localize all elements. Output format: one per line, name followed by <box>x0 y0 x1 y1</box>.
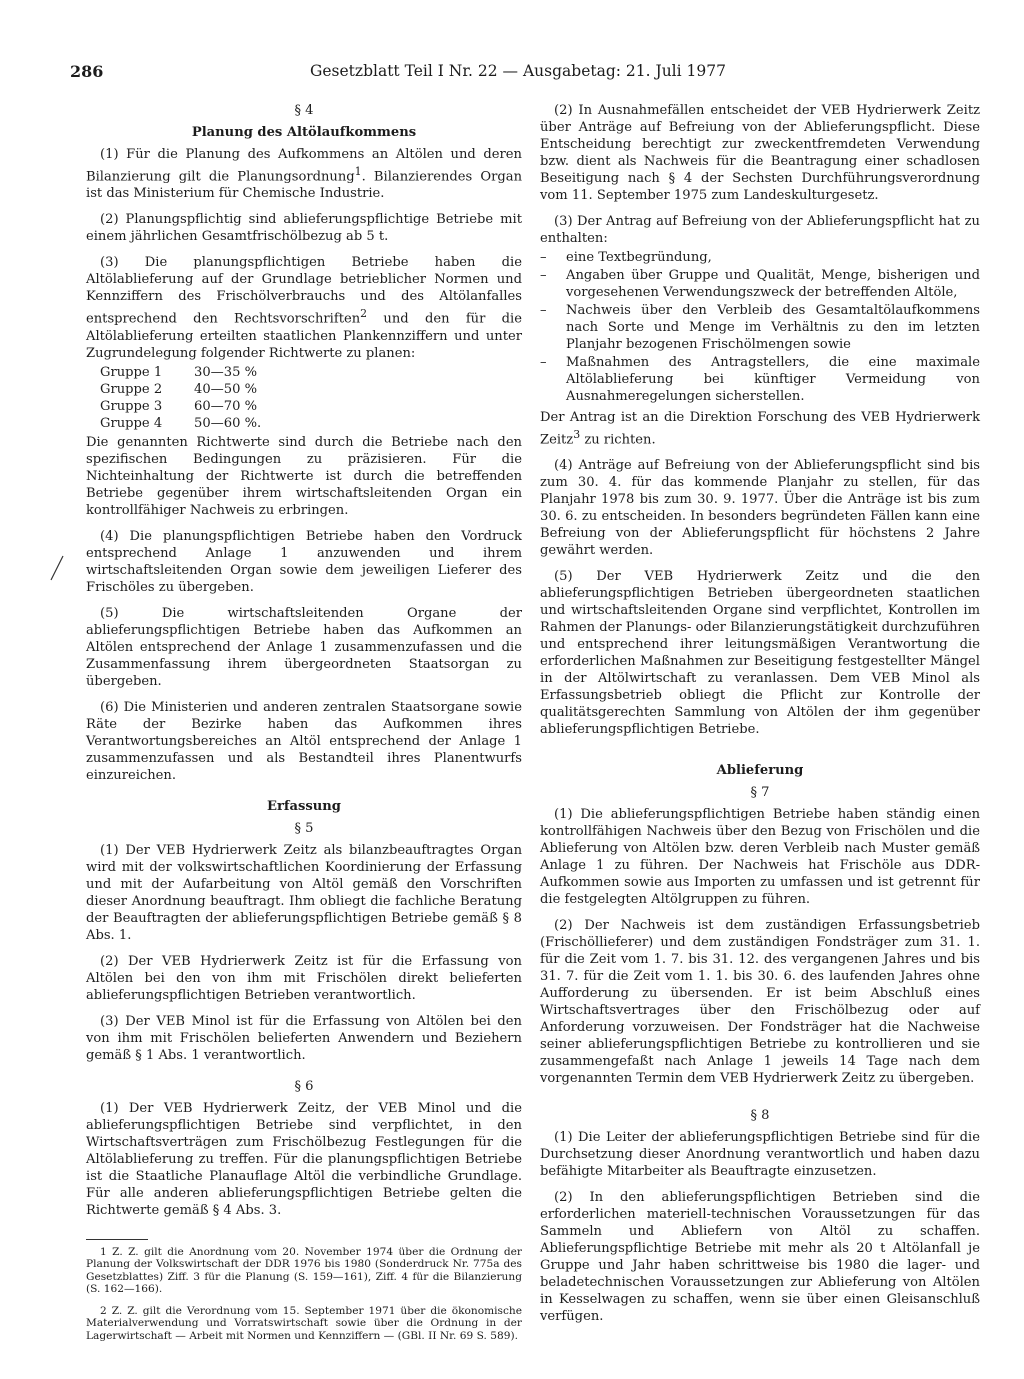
s6-paragraph-3-cont: Der Antrag ist an die Direktion Forschung des VEB Hydrierwerk Zeitz$^3$ zu richten. <box>540 410 980 448</box>
s6-paragraph-1: (1) Der VEB Hydrierwerk Zeitz, der VEB Minol und die ablieferungspflichtigen Betriebe sind verpflichtet, in den Wirtschaftsverträgen zum Frischölbezug Festlegungen für die Altölablieferung zu treffen. Für die planungspflichtigen Betriebe ist die Staatliche Planauflage Altöl die verbindliche Grundlage. Für alle anderen ablieferungspflichtigen Betriebe gelten die Richtwerte gemäß § 4 Abs. 3. <box>86 1100 522 1218</box>
s8-paragraph-2: (2) In den ablieferungspflichtigen Betrieben sind die erforderlichen materiell-technischen Voraussetzungen für das Sammeln und Abliefern von Altöl zu schaffen. Ablieferungspflichtige Betriebe mit mehr als 20 t Altölanfall je Gruppe und Jahr haben schrittweise bis 1980 die lager- und beladetechnischen Voraussetzungen zur Ablieferung von Altölen in Kesselwagen zu schaffen, wenn sie über einen Gleisanschluß verfügen. <box>540 1190 980 1325</box>
section-4-number: § 4 <box>294 103 314 118</box>
section-8-number: § 8 <box>750 1108 770 1124</box>
s4-paragraph-1: (1) Für die Planung des Aufkommens an Altölen und deren Bilanzierung gilt die Planungsordnung$^1$. Bilanzierendes Organ ist das Ministerium für Chemische Industrie. <box>86 147 522 202</box>
right-column <box>540 102 980 1334</box>
s4-paragraph-2: (2) Planungspflichtig sind ablieferungspflichtige Betriebe mit einem jährlichen Gesamtfrischölbezug ab 5 t. <box>86 212 522 245</box>
footnote-ref-3: 3 <box>573 428 581 441</box>
footnote-1: 1 Z. Z. gilt die Anordnung vom 20. November 1974 über die Ordnung der Planung der Volkswirtschaft der DDR 1976 bis 1980 (Sonderdruck Nr. 775a des Gesetzblattes) Ziff. 3 für die Planung (S. 159—161), Ziff. 4 für die Bilanzierung (S. 162—166). <box>86 1245 522 1296</box>
running-title: Gesetzblatt Teil I Nr. 22 — Ausgabetag: 21. Juli 1977 <box>310 62 726 80</box>
ablieferung-heading: Ablieferung <box>716 763 804 779</box>
group-row: Gruppe 2 40—50 % <box>100 381 258 397</box>
list-item: – eine Textbegründung, <box>540 249 980 266</box>
s4-paragraph-4: (4) Die planungspflichtigen Betriebe haben den Vordruck entsprechend Anlage 1 anzuwenden und ihrem wirtschaftsleitenden Organ sowie dem jeweiligen Lieferer des Frischöles zu übergeben. <box>86 528 522 595</box>
margin-pen-mark <box>50 555 64 581</box>
s5-paragraph-2: (2) Der VEB Hydrierwerk Zeitz ist für die Erfassung von Altölen bei den von ihm mit Frischölen direkt belieferten ablieferungspflichtigen Betrieben verantwortlich. <box>86 953 522 1003</box>
footnote-ref-2: 2 <box>360 307 368 321</box>
left-column <box>86 102 522 1351</box>
s8-paragraph-1: (1) Die Leiter der ablieferungspflichtigen Betriebe sind für die Durchsetzung dieser Anordnung verantwortlich und haben dazu befähigte Mitarbeiter als Beauftragte einzusetzen. <box>540 1130 980 1180</box>
s4-paragraph-5: (5) Die wirtschaftsleitenden Organe der ablieferungspflichtigen Betriebe haben das Aufkommen an Altölen entsprechend der Anlage 1 zusammenzufassen und die Zusammenfassung ihrem übergeordneten Staatsorgan zu übergeben. <box>86 605 522 689</box>
list-item: – Maßnahmen des Antragstellers, die eine maximale Altölablieferung bei künftiger Vermeidung von Ausnahmeregelungen sicherstellen. <box>540 354 980 405</box>
s6-paragraph-2: (2) In Ausnahmefällen entscheidet der VEB Hydrierwerk Zeitz über Anträge auf Befreiung von der Ablieferungspflicht. Diese Entscheidung berechtigt zur zweckentfremdeten Verwendung bzw. dient als Nachweis für die Beantragung einer schadlosen Beseitigung nach § 4 der Sechsten Durchführungsverordnung vom 11. September 1975 zum Landeskulturgesetz. <box>540 103 980 203</box>
s6-paragraph-4: (4) Anträge auf Befreiung von der Ablieferungspflicht sind bis zum 30. 4. für das kommende Planjahr zu stellen, für das Planjahr 1978 bis zum 30. 9. 1977. Über die Anträge ist bis zum 30. 6. zu entscheiden. In besonders begründeten Fällen kann eine Befreiung von der Ablieferungspflicht für höchstens 2 Jahre gewährt werden. <box>540 458 980 559</box>
page-header <box>70 62 960 88</box>
section-4-title: Planung des Altölaufkommens <box>191 125 417 140</box>
s7-paragraph-2: (2) Der Nachweis ist dem zuständigen Erfassungsbetrieb (Frischöllieferer) und dem zuständigen Fondsträger zum 31. 1. für die Zeit vom 1. 7. bis 31. 12. des vergangenen Jahres und bis 31. 7. für die Zeit vom 1. 1. bis 30. 6. des laufenden Jahres ohne Aufforderung zu übersenden. Er ist beim Abschluß eines Wirtschaftsvertrages über den Frischölbezug oder auf Anforderung vorzuweisen. Der Fondsträger hat die Nachweise seiner ablieferungspflichtigen Betriebe zu kontrollieren und sie zusammengefaßt nach Anlage 1 jeweils 14 Tage nach dem vorgenannten Termin dem VEB Hydrierwerk Zeitz zu übergeben. <box>540 918 980 1087</box>
footnote-ref-1: 1 <box>354 165 362 178</box>
page-number: 286 <box>70 62 104 81</box>
s5-paragraph-3: (3) Der VEB Minol ist für die Erfassung von Altölen bei den von ihm mit Frischölen belieferten Anwendern und Beziehern gemäß § 1 Abs. 1 verantwortlich. <box>86 1013 522 1063</box>
group-row: Gruppe 1 30—35 % <box>100 364 258 380</box>
section-7-number: § 7 <box>750 785 770 801</box>
section-5-number: § 5 <box>294 820 314 836</box>
s4-paragraph-3: (3) Die planungspflichtigen Betriebe haben die Altölablieferung auf der Grundlage betrieblicher Normen und Kennziffern des Frischölverbrauchs und des Altölanfalles entsprechend den Rechtsvorschriften$^2$ und den für die Altölablieferung erteilten staatlichen Plankennziffern und unter Zugrundelegung folgender Richtwerte zu planen: <box>86 255 522 361</box>
list-item: – Angaben über Gruppe und Qualität, Menge, bisherigen und vorgesehenen Verwendungszweck der betreffenden Altöle, <box>540 267 980 301</box>
list-item: – Nachweis über den Verbleib des Gesamtaltölaufkommens nach Sorte und Menge im Verhältnis zu den im letzten Planjahr bezogenen Frischölmengen sowie <box>540 302 980 353</box>
group-row: Gruppe 3 60—70 % <box>100 398 258 414</box>
group-row: Gruppe 4 50—60 %. <box>100 415 262 431</box>
section-6-number: § 6 <box>294 1078 314 1094</box>
s5-paragraph-1: (1) Der VEB Hydrierwerk Zeitz als bilanzbeauftragtes Organ wird mit der volkswirtschaftlichen Koordinierung der Erfassung und mit der Aufarbeitung von Altöl gemäß den Vorschriften dieser Anordnung beauftragt. Ihm obliegt die fachliche Beratung der Beauftragten der ablieferungspflichtigen Betriebe gemäß § 8 Abs. 1. <box>86 842 522 943</box>
s4-paragraph-6: (6) Die Ministerien und anderen zentralen Staatsorgane sowie Räte der Bezirke haben das Aufkommen ihres Verantwortungsbereiches an Altöl entsprechend der Anlage 1 zusammenzufassen und als Bestandteil ihres Planentwurfs einzureichen. <box>86 699 522 783</box>
richtwerte-list <box>100 364 522 432</box>
s4-paragraph-3-cont: Die genannten Richtwerte sind durch die Betriebe nach den spezifischen Bedingungen zu präzisieren. Für die Nichteinhaltung der Richtwerte ist durch die betreffenden Betriebe gegenüber ihrem wirtschaftsleitenden Organ ein kontrollfähiger Nachweis zu erbringen. <box>86 434 522 518</box>
footnote-2: 2 Z. Z. gilt die Verordnung vom 15. September 1971 über die ökonomische Materialverwendung und Vorratswirtschaft sowie über die Ordnung in der Lagerwirtschaft — Arbeit mit Normen und Kennziffern — (GBl. II Nr. 69 S. 589). <box>86 1304 522 1342</box>
s6-paragraph-5: (5) Der VEB Hydrierwerk Zeitz und die den ablieferungspflichtigen Betrieben übergeordneten staatlichen und wirtschaftsleitenden Organe sind verpflichtet, Kontrollen im Rahmen der Planungs- oder Bilanzierungstätigkeit durchzuführen und entsprechend ihrer leitungsmäßigen Verantwortung die erforderlichen Maßnahmen zur Beseitigung festgestellter Mängel in der Altölwirtschaft zu veranlassen. Dem VEB Minol als Erfassungsbetrieb obliegt die Pflicht zur Kontrolle der qualitätsgerechten Sammlung von Altölen der ihm gegenüber ablieferungspflichtigen Betriebe. <box>540 569 980 738</box>
s7-paragraph-1: (1) Die ablieferungspflichtigen Betriebe haben ständig einen kontrollfähigen Nachweis über den Bezug von Frischölen und die Ablieferung von Altölen bzw. deren Verbleib nach Muster gemäß Anlage 1 zu führen. Der Nachweis hat Frischöle aus DDR-Aufkommen sowie aus Importen zu umfassen und ist getrennt für die festgelegten Altölgruppen zu führen. <box>540 807 980 908</box>
s6-paragraph-3: (3) Der Antrag auf Befreiung von der Ablieferungspflicht hat zu enthalten: <box>540 214 980 246</box>
antrag-contents-list <box>540 249 980 405</box>
footnote-rule <box>86 1239 148 1240</box>
erfassung-heading: Erfassung <box>267 798 341 814</box>
